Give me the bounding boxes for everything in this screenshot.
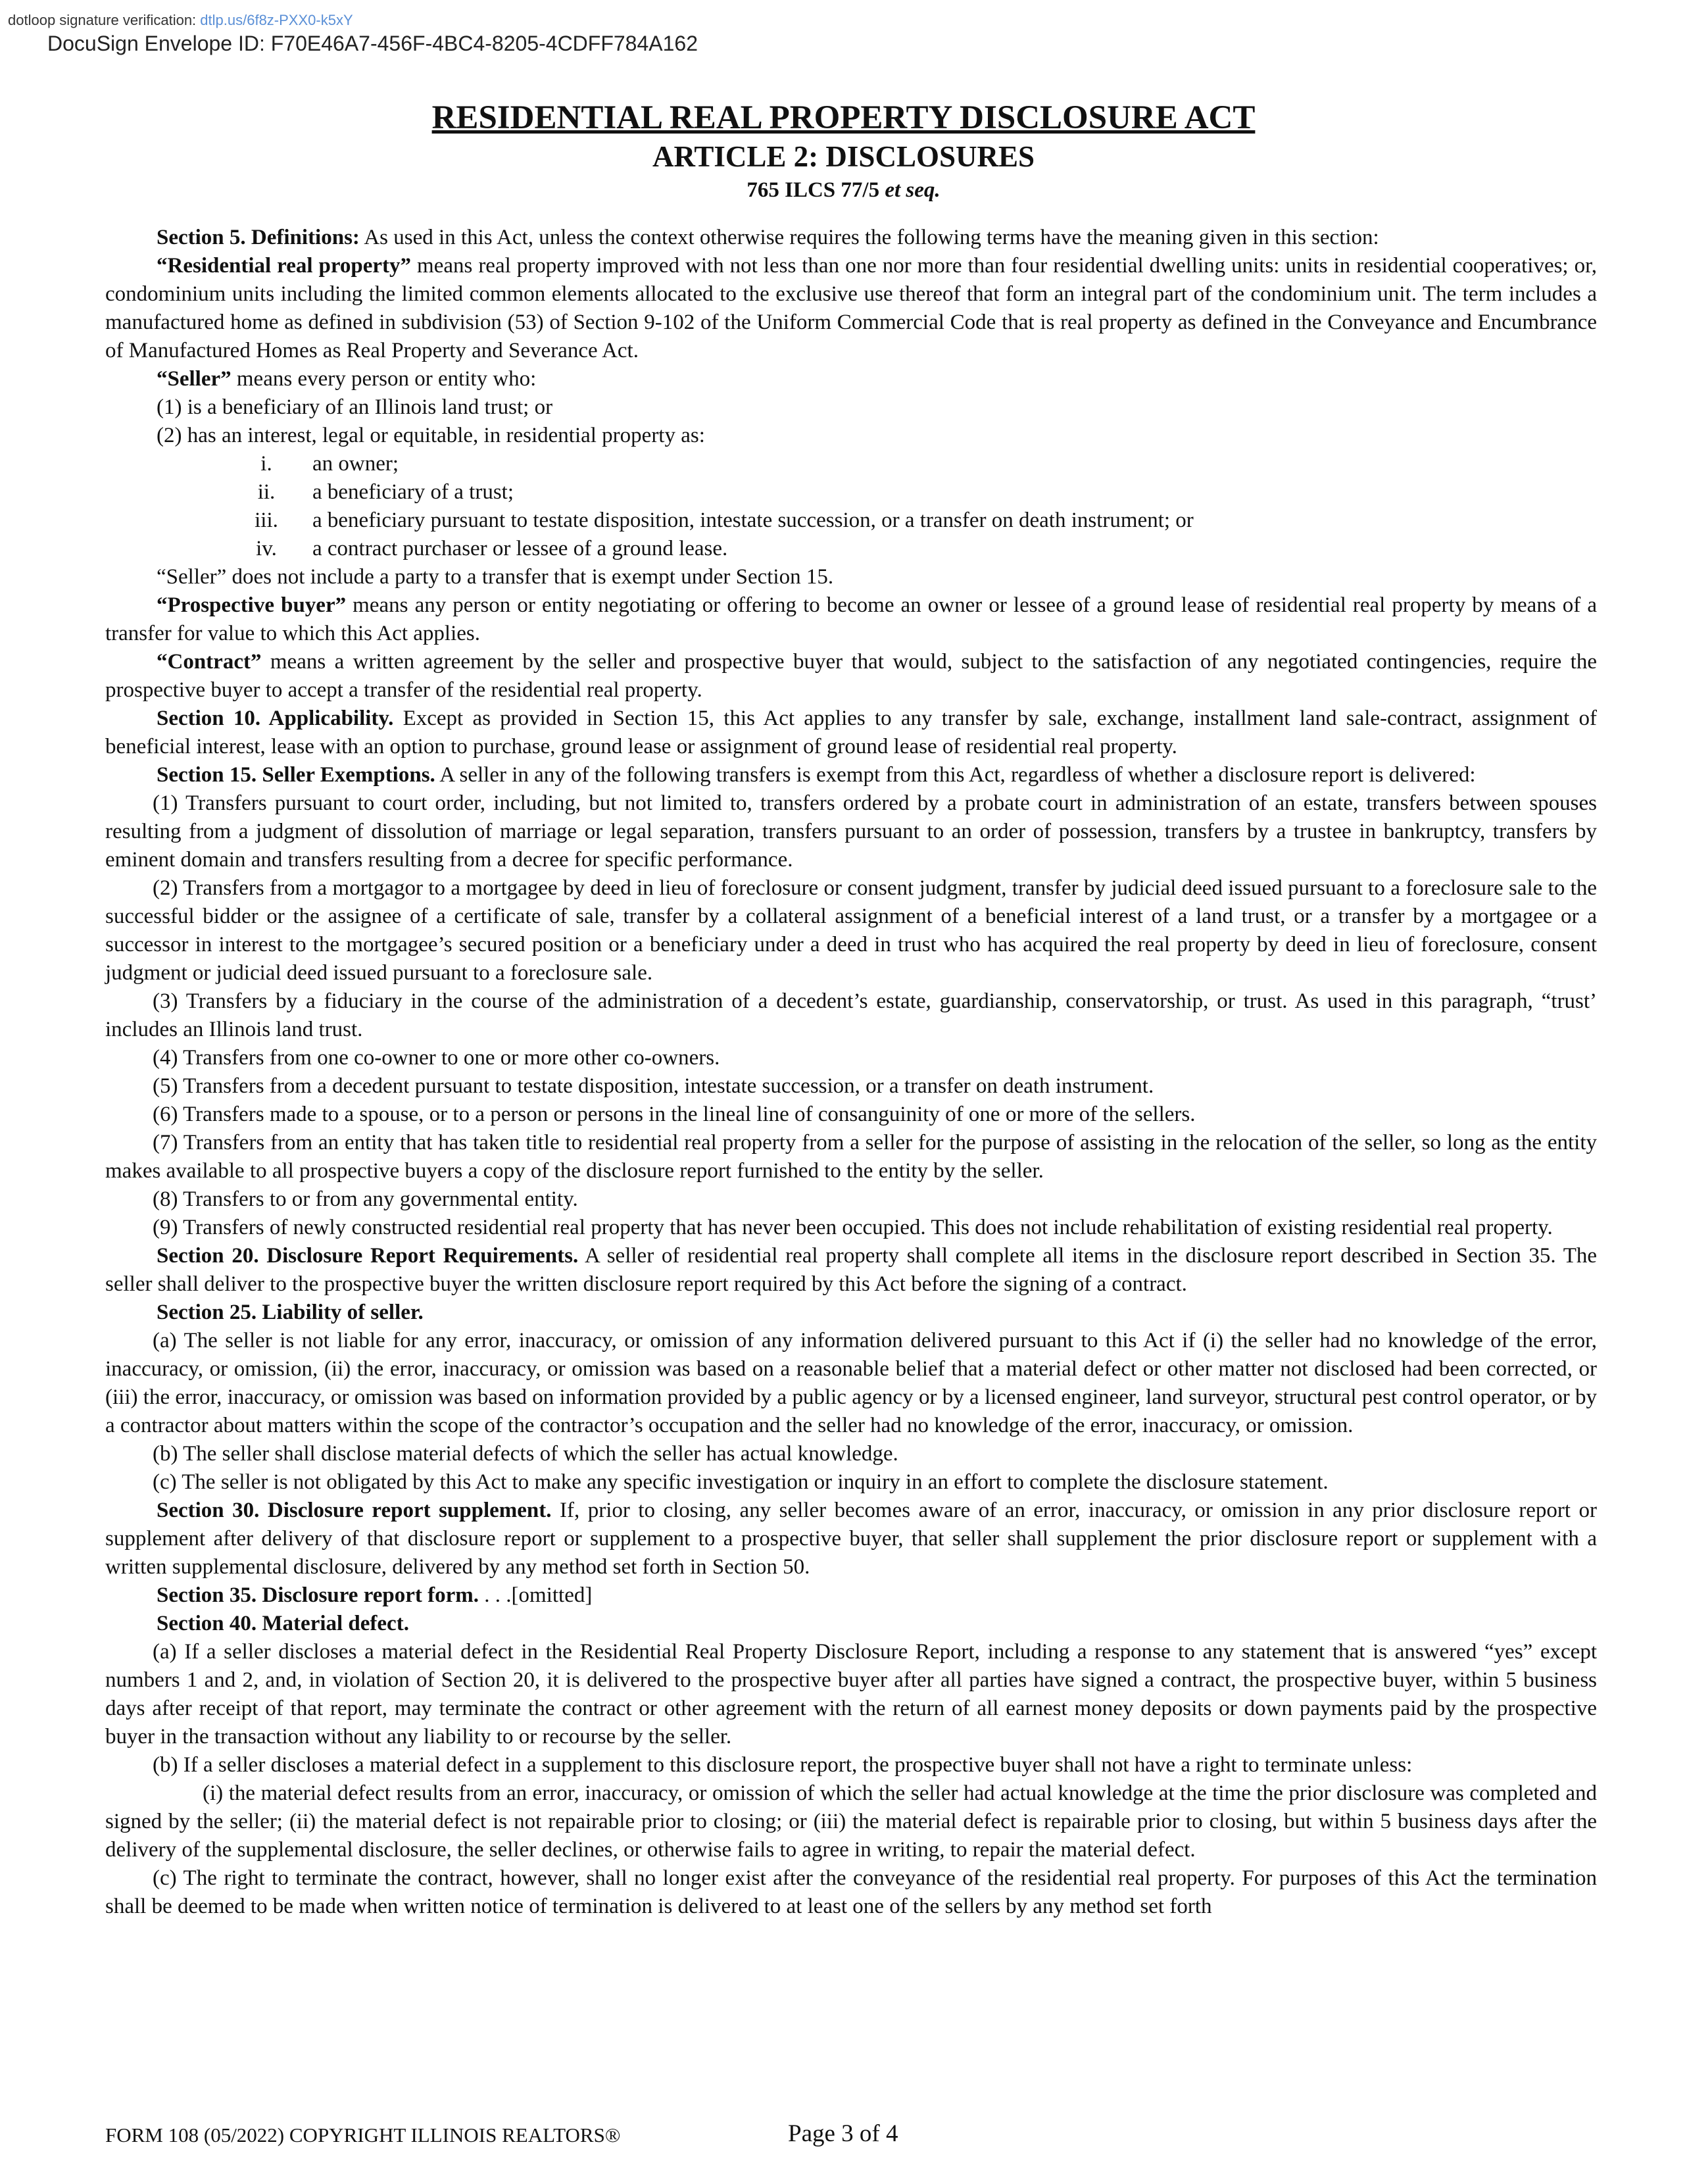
liability-clause-c: (c) The seller is not obligated by this Act to make any specific investigation or inquiry in an effort to complete the disclosure statement. [153, 1470, 1329, 1494]
material-defect-clause-c: (c) The right to terminate the contract, however, shall no longer exist after the conveyance of the residential real property. For purposes of this Act the termination shall be deemed to be made when written notice of termination is delivered to at least one of the sellers by any method set forth [105, 1866, 1597, 1918]
section-40-heading [105, 1610, 1597, 1638]
section-30: Section 30. Disclosure report supplement. If, prior to closing, any seller becomes aware of an error, inaccuracy, or omission in any prior disclosure report or supplement after delivery of that disclosure report or supplement to a prospective buyer, that seller shall supplement the prior disclosure report or supplement with a written supplemental disclosure, delivered by any method set forth in Section 50. [105, 1499, 1597, 1579]
section-heading: Section 5. Definitions: [157, 226, 360, 249]
defined-term: “Contract” [157, 650, 262, 674]
section-heading: Section 30. Disclosure report supplement. [157, 1499, 552, 1522]
document-body [105, 224, 1597, 1921]
roman-item: iii. a beneficiary pursuant to testate disposition, intestate succession, or a transfer on death instrument; or [255, 509, 1194, 532]
section-heading: Section 25. Liability of seller. [157, 1301, 424, 1324]
seller-clause-2: (2) has an interest, legal or equitable, in residential property as: [157, 424, 705, 447]
material-defect-clause-b: (b) If a seller discloses a material defect in a supplement to this disclosure report, the prospective buyer shall not have a right to terminate unless: [153, 1753, 1413, 1777]
roman-item: i. an owner; [260, 452, 399, 476]
section-heading: Section 15. Seller Exemptions. [157, 763, 435, 787]
section-5-intro: Section 5. Definitions: As used in this Act, unless the context otherwise requires the following terms have the meaning given in this section: [157, 226, 1379, 249]
material-defect-clause-a: (a) If a seller discloses a material defect in the Residential Real Property Disclosure Report, including a response to any statement that is answered “yes” except numbers 1 and 2, and, in violation of Section 20, it is delivered to the prospective buyer after all parties have signed a contract, the prospective buyer, within 5 business days after receipt of that report, may terminate the contract or other agreement with the return of all earnest money deposits or down payments paid by the prospective buyer in the transaction without any liability to or recourse by the seller. [105, 1640, 1597, 1749]
page-number: Page 3 of 4 [788, 2120, 898, 2147]
definition-residential-real-property: “Residential real property” means real property improved with not less than one nor more than four residential dwelling units: units in residential cooperatives; or, condominium units including the limited common elements allocated to the exclusive use thereof that form an integral part of the condominium unit. The term includes a manufactured home as defined in subdivision (53) of Section 9-102 of the Uniform Commercial Code that is real property as defined in the Conveyance and Encumbrance of Manufactured Homes as Real Property and Severance Act. [105, 254, 1598, 362]
section-heading: Section 40. Material defect. [157, 1612, 409, 1635]
docusign-envelope-id: DocuSign Envelope ID: F70E46A7-456F-4BC4-8205-4CDFF784A162 [47, 32, 698, 55]
definition-prospective-buyer: “Prospective buyer” means any person or entity negotiating or offering to become an owner or lessee of a ground lease of residential real property by means of a transfer for value to which this Act applies. [105, 593, 1597, 645]
section-heading: Section 35. Disclosure report form. [157, 1583, 479, 1607]
defined-term: “Seller” [157, 367, 232, 391]
roman-item: ii. a beneficiary of a trust; [257, 480, 514, 504]
definition-contract: “Contract” means a written agreement by the seller and prospective buyer that would, subject to the satisfaction of any negotiated contingencies, require the prospective buyer to accept a transfer of the residential real property. [105, 650, 1597, 702]
section-heading: Section 10. Applicability. [157, 707, 394, 730]
seller-exclusion: “Seller” does not include a party to a transfer that is exempt under Section 15. [157, 565, 834, 589]
section-25-heading [105, 1299, 1597, 1327]
seller-clause-1: (1) is a beneficiary of an Illinois land trust; or [157, 395, 553, 419]
exemption-item: (4) Transfers from one co-owner to one or more other co-owners. [153, 1046, 720, 1070]
article-title: ARTICLE 2: DISCLOSURES [652, 140, 1035, 173]
exemption-item: (8) Transfers to or from any governmental entity. [153, 1187, 578, 1211]
section-10: Section 10. Applicability. Except as provided in Section 15, this Act applies to any transfer by sale, exchange, installment land sale-contract, assignment of beneficial interest, lease with an option to purchase, ground lease or assignment of ground lease of residential real property. [105, 707, 1597, 758]
citation-et-seq: et seq. [885, 178, 941, 202]
document-header [0, 97, 1687, 205]
verification-label: dotloop signature verification: [8, 12, 197, 28]
citation-main: 765 ILCS 77/5 [746, 178, 885, 202]
section-heading: Section 20. Disclosure Report Requirements. [157, 1244, 579, 1268]
section-20: Section 20. Disclosure Report Requirements. A seller of residential real property shall complete all items in the disclosure report described in Section 35. The seller shall deliver to the prospective buyer the written disclosure report required by this Act before the signing of a contract. [105, 1244, 1597, 1296]
material-defect-clause-b-sub: (i) the material defect results from an error, inaccuracy, or omission of which the seller had actual knowledge at the time the prior disclosure was completed and signed by the seller; (ii) the material defect is not repairable prior to closing; or (iii) the material defect is repairable prior to closing, but within 5 business days after the delivery of the supplemental disclosure, the seller declines, or otherwise fails to agree in writing, to repair the material defect. [105, 1781, 1597, 1862]
exemption-item: (6) Transfers made to a spouse, or to a person or persons in the lineal line of consanguinity of one or more of the sellers. [153, 1103, 1196, 1126]
exemption-item: (9) Transfers of newly constructed residential real property that has never been occupied. This does not include rehabilitation of existing residential real property. [153, 1216, 1553, 1239]
signature-verification-stamp [8, 12, 353, 29]
exemption-item: (5) Transfers from a decedent pursuant to testate disposition, intestate succession, or a transfer on death instrument. [153, 1074, 1154, 1098]
liability-clause-a: (a) The seller is not liable for any error, inaccuracy, or omission of any information delivered pursuant to this Act if (i) the seller had no knowledge of the error, inaccuracy, or omission, (ii) the error, inaccuracy, or omission was based on a reasonable belief that a material defect or other matter not disclosed had been corrected, or (iii) the error, inaccuracy, or omission was based on information provided by a public agency or by a licensed engineer, land surveyor, structural pest control operator, or by a contractor about matters within the scope of the contractor’s occupation and the seller had no knowledge of the error, inaccuracy, or omission. [105, 1329, 1597, 1437]
definition-seller: “Seller” means every person or entity who: [157, 367, 537, 391]
exemption-item: (2) Transfers from a mortgagor to a mortgagee by deed in lieu of foreclosure or consent judgment, transfer by judicial deed issued pursuant to a foreclosure sale to the successful bidder or the assignee of a certificate of sale, transfer by a collateral assignment of a beneficial interest of a land trust, or a transfer by a mortgagee or a successor in interest to the mortgagee’s secured position or a beneficiary under a deed in trust who has acquired the real property by deed in lieu of foreclosure, consent judgment or judicial deed issued pursuant to a foreclosure sale. [105, 876, 1597, 985]
roman-item: iv. a contract purchaser or lessee of a ground lease. [256, 537, 728, 560]
section-15-intro: Section 15. Seller Exemptions. A seller in any of the following transfers is exempt from this Act, regardless of whether a disclosure report is delivered: [157, 763, 1476, 787]
defined-term: “Prospective buyer” [157, 593, 347, 617]
exemption-item: (3) Transfers by a fiduciary in the course of the administration of a decedent’s estate, guardianship, conservatorship, or trust. As used in this paragraph, “trust’ includes an Illinois land trust. [105, 989, 1597, 1041]
liability-clause-b: (b) The seller shall disclose material defects of which the seller has actual knowledge. [153, 1442, 898, 1466]
statute-citation [0, 175, 1687, 205]
section-35: Section 35. Disclosure report form. . . .[omitted] [157, 1583, 593, 1607]
exemption-item: (1) Transfers pursuant to court order, including, but not limited to, transfers ordered by a probate court in administration of an estate, transfers between spouses resulting from a judgment of dissolution of marriage or legal separation, transfers pursuant to an order of possession, transfers by a trustee in bankruptcy, transfers by eminent domain and transfers resulting from a decree for specific performance. [105, 791, 1597, 872]
document-title: RESIDENTIAL REAL PROPERTY DISCLOSURE ACT [431, 99, 1256, 136]
defined-term: “Residential real property” [157, 254, 412, 278]
exemption-item: (7) Transfers from an entity that has taken title to residential real property from a seller for the purpose of assisting in the relocation of the seller, so long as the entity makes available to all prospective buyers a copy of the disclosure report furnished to the entity by the seller. [105, 1131, 1597, 1183]
verification-link[interactable]: dtlp.us/6f8z-PXX0-k5xY [200, 12, 353, 28]
form-copyright: FORM 108 (05/2022) COPYRIGHT ILLINOIS REALTORS® [105, 2123, 621, 2147]
